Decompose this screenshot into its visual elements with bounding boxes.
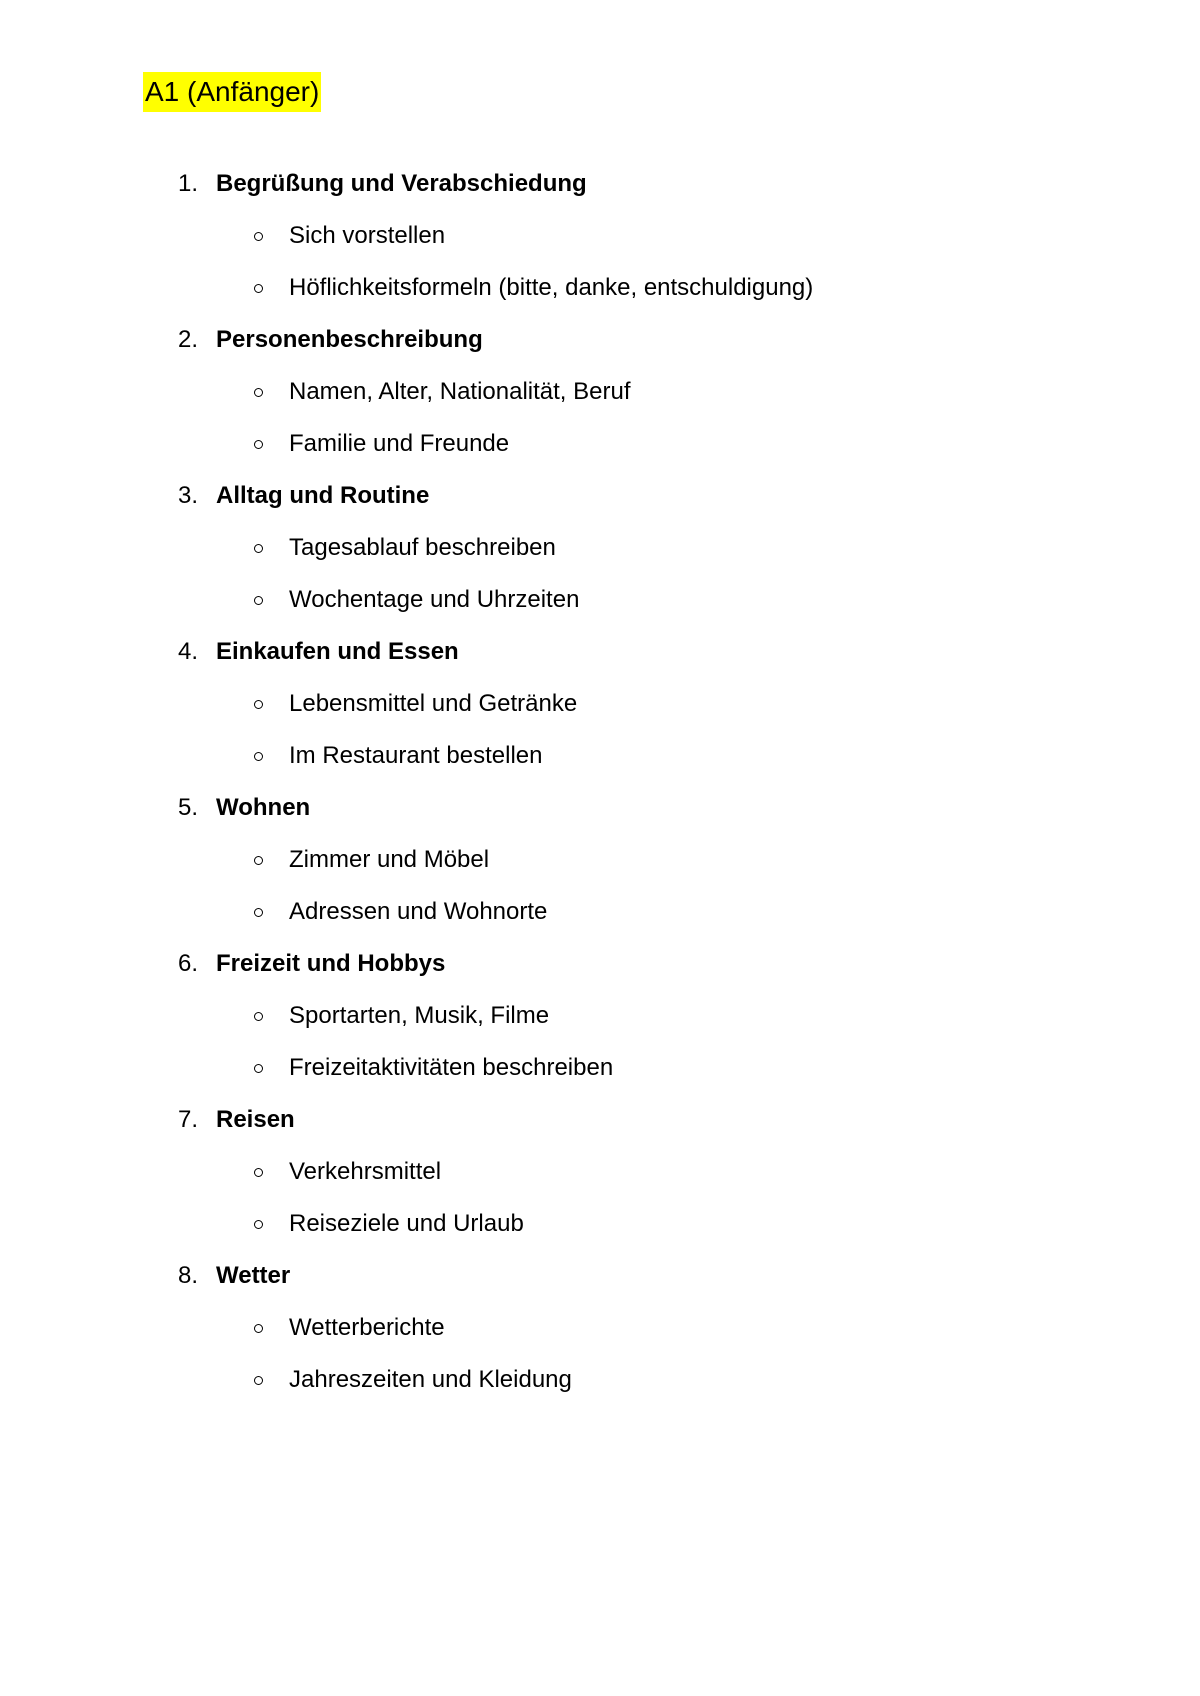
circle-bullet-icon (254, 232, 263, 241)
subtopic-label: Freizeitaktivitäten beschreiben (289, 1054, 614, 1081)
circle-bullet-icon (254, 1324, 263, 1333)
subtopic-label: Lebensmittel und Getränke (289, 690, 578, 717)
topic-item (178, 626, 1078, 782)
topic-number: 6. (178, 950, 199, 977)
circle-bullet-icon (254, 1220, 263, 1229)
subtopic-label: Jahreszeiten und Kleidung (289, 1366, 572, 1393)
subtopic-item (178, 1042, 1078, 1094)
subtopic-list (178, 366, 1078, 470)
topic-number: 1. (178, 170, 199, 197)
topic-number: 5. (178, 794, 199, 821)
circle-bullet-icon (254, 752, 263, 761)
circle-bullet-icon (254, 544, 263, 553)
subtopic-item (178, 834, 1078, 886)
topic-number: 7. (178, 1106, 199, 1133)
subtopic-list (178, 678, 1078, 782)
subtopic-list (178, 522, 1078, 626)
subtopic-item (178, 262, 1078, 314)
circle-bullet-icon (254, 440, 263, 449)
subtopic-item (178, 210, 1078, 262)
topic-item (178, 158, 1078, 314)
topic-number: 4. (178, 638, 199, 665)
topic-list (178, 158, 1078, 1406)
topic-title: Reisen (216, 1106, 295, 1133)
subtopic-label: Im Restaurant bestellen (289, 742, 543, 769)
topic-title: Alltag und Routine (216, 482, 430, 509)
subtopic-label: Adressen und Wohnorte (289, 898, 548, 925)
circle-bullet-icon (254, 908, 263, 917)
subtopic-label: Wetterberichte (289, 1314, 445, 1341)
topic-item (178, 1250, 1078, 1406)
topic-number: 2. (178, 326, 199, 353)
subtopic-item (178, 730, 1078, 782)
circle-bullet-icon (254, 856, 263, 865)
circle-bullet-icon (254, 1376, 263, 1385)
circle-bullet-icon (254, 1064, 263, 1073)
circle-bullet-icon (254, 1012, 263, 1021)
subtopic-label: Reiseziele und Urlaub (289, 1210, 524, 1237)
subtopic-label: Sich vorstellen (289, 222, 446, 249)
subtopic-label: Verkehrsmittel (289, 1158, 442, 1185)
subtopic-label: Zimmer und Möbel (289, 846, 490, 873)
topic-title: Freizeit und Hobbys (216, 950, 446, 977)
subtopic-list (178, 1302, 1078, 1406)
topic-item (178, 938, 1078, 1094)
subtopic-list (178, 210, 1078, 314)
subtopic-label: Tagesablauf beschreiben (289, 534, 556, 561)
subtopic-item (178, 990, 1078, 1042)
circle-bullet-icon (254, 700, 263, 709)
circle-bullet-icon (254, 388, 263, 397)
subtopic-item (178, 1302, 1078, 1354)
topic-number: 3. (178, 482, 199, 509)
subtopic-item (178, 678, 1078, 730)
subtopic-label: Wochentage und Uhrzeiten (289, 586, 580, 613)
subtopic-item (178, 522, 1078, 574)
page-title: A1 (Anfänger) (143, 72, 321, 112)
subtopic-list (178, 990, 1078, 1094)
subtopic-label: Namen, Alter, Nationalität, Beruf (289, 378, 631, 405)
subtopic-label: Familie und Freunde (289, 430, 510, 457)
subtopic-item (178, 886, 1078, 938)
subtopic-list (178, 834, 1078, 938)
subtopic-item (178, 366, 1078, 418)
topic-title: Begrüßung und Verabschiedung (216, 170, 587, 197)
subtopic-label: Höflichkeitsformeln (bitte, danke, entschuldigung) (289, 274, 814, 301)
circle-bullet-icon (254, 284, 263, 293)
topic-number: 8. (178, 1262, 199, 1289)
subtopic-list (178, 1146, 1078, 1250)
subtopic-item (178, 418, 1078, 470)
topic-title: Einkaufen und Essen (216, 638, 459, 665)
subtopic-item (178, 1354, 1078, 1406)
topic-item (178, 470, 1078, 626)
topic-title: Wohnen (216, 794, 311, 821)
subtopic-item (178, 1198, 1078, 1250)
circle-bullet-icon (254, 596, 263, 605)
topic-title: Wetter (216, 1262, 291, 1289)
subtopic-label: Sportarten, Musik, Filme (289, 1002, 550, 1029)
circle-bullet-icon (254, 1168, 263, 1177)
topic-title: Personenbeschreibung (216, 326, 483, 353)
topic-item (178, 782, 1078, 938)
subtopic-item (178, 1146, 1078, 1198)
topic-item (178, 1094, 1078, 1250)
subtopic-item (178, 574, 1078, 626)
topic-item (178, 314, 1078, 470)
